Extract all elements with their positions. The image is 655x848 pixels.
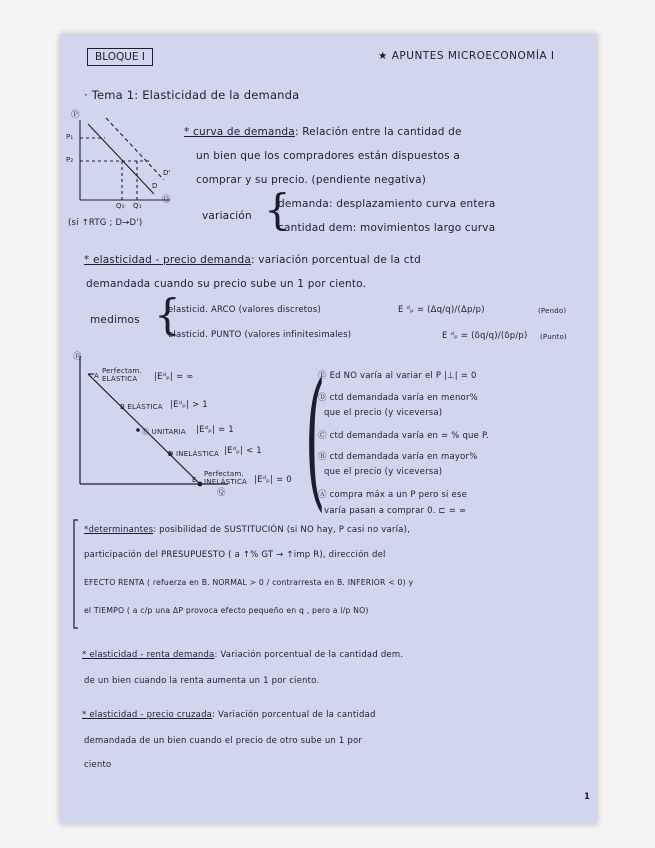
course-title: ★ APUNTES MICROECONOMÍA I (378, 50, 555, 62)
note-e: Ⓔ Ed NO varía al variar el P |⊥| = 0 (318, 371, 477, 381)
note-d: Ⓓ ctd demandada varía en menor% (318, 393, 478, 403)
income-elasticity-def: : Variación porcentual de la cantidad dem. (214, 650, 404, 660)
note-a-cont: varía pasan a comprar 0. ⊏ = ∞ (324, 506, 467, 516)
determinants-term: *determinantes (84, 525, 154, 535)
demand-curve-def: : Relación entre la cantidad de (294, 126, 462, 138)
variation-label: variación (202, 210, 252, 222)
arc-note: (Pendo) (538, 307, 567, 315)
graph1-d-label: D (152, 182, 158, 190)
inelastic-label: D INELÁSTICA (168, 450, 220, 458)
measure-label: medimos (90, 314, 140, 326)
income-elasticity-term: * elasticidad - renta demanda (82, 650, 215, 660)
perfect-inelastic-label: Perfectam. INELÁSTICA (204, 470, 248, 486)
cross-elasticity-def: : Variación porcentual de la cantidad (212, 710, 376, 720)
graph2-axis-p: Ⓟ (73, 352, 82, 362)
determinants-line1 (84, 525, 410, 535)
graph1-axis-q: Ⓠ (162, 195, 171, 205)
perfect-elastic-label: Perfectam. ELÁSTICA (102, 367, 142, 383)
arc-elasticity: elasticid. ARCO (valores discretos) (168, 305, 321, 315)
variation-item1: demanda: desplazamiento curva entera (278, 198, 496, 210)
notebook-page (60, 34, 597, 824)
cross-elasticity-line2: demandada de un bien cuando el precio de otro sube un 1 por (84, 736, 363, 746)
income-elasticity-line2: de un bien cuando la renta aumenta un 1 por ciento. (84, 676, 320, 686)
demand-curve-term: * curva de demanda (184, 126, 295, 138)
cross-elasticity-line3: ciento (84, 760, 112, 770)
variation-item2: cantidad dem: movimientos largo curva (278, 222, 496, 234)
determinants-def: : posibilidad de SUSTITUCIÓN (si NO hay, P casi no varía), (153, 525, 410, 535)
point-note: (Punto) (540, 333, 567, 341)
point-elasticity: elasticid. PUNTO (valores infinitesimales) (168, 330, 352, 340)
note-b-cont: que el precio (y viceversa) (324, 467, 443, 477)
determinants-line4: el TIEMPO ( a c/p una ΔP provoca efecto pequeño en q , pero a l/p NO) (84, 606, 369, 615)
arc-formula: E ᵈₚ = (Δq/q)/(Δp/p) (398, 305, 485, 315)
note-d-cont: que el precio (y viceversa) (324, 408, 443, 418)
demand-curve-line3: comprar y su precio. (pendiente negativa) (196, 174, 427, 186)
graph1-d-prime: D' (163, 169, 171, 177)
perfect-inelastic-value: |Eᵈₚ| = 0 (254, 475, 292, 485)
inelastic-value: |Eᵈₚ| < 1 (224, 446, 262, 456)
income-elasticity-line1 (82, 650, 403, 660)
measure-brace: { (154, 290, 181, 339)
price-elasticity-line2: demandada cuando su precio sube un 1 por ciento. (86, 278, 367, 290)
notes-brace: ( (305, 352, 326, 526)
note-c: Ⓒ ctd demandada varía en = % que P. (318, 431, 489, 441)
graph1-axis-p: Ⓟ (71, 110, 80, 120)
price-elasticity-term: * elasticidad - precio demanda (84, 254, 252, 266)
graph1-q0: Q₀ (116, 202, 125, 210)
graph1-p2: P₂ (66, 156, 74, 164)
note-a: Ⓐ compra máx a un P pero si ese (318, 490, 468, 500)
block-label: BLOQUE I (87, 48, 153, 66)
page-number: 1 (584, 792, 591, 802)
demand-curve-line2: un bien que los compradores están dispuestos a (196, 150, 460, 162)
variation-brace: { (264, 185, 291, 234)
determinants-line3: EFECTO RENTA ( refuerza en B. NORMAL > 0 / contrarresta en B. INFERIOR < 0) y (84, 578, 414, 587)
determinants-line2: participación del PRESUPUESTO ( a ↑% GT → ↑imp R), dirección del (84, 550, 386, 560)
graph2-axis-q: Ⓠ (217, 488, 226, 498)
topic-title: · Tema 1: Elasticidad de la demanda (84, 88, 300, 102)
cross-elasticity-term: * elasticidad - precio cruzada (82, 710, 213, 720)
graph1-q1: Q₁ (133, 202, 142, 210)
graph1-note: (si ↑RTG ; D→D') (68, 218, 143, 228)
point-formula: E ᵈₚ = (δq/q)/(δp/p) (442, 331, 528, 341)
elastic-value: |Eᵈₚ| > 1 (170, 400, 208, 410)
elastic-label: B ELÁSTICA (120, 403, 163, 411)
price-elasticity-def: : variación porcentual de la ctd (251, 254, 421, 266)
graph1-p1: P₁ (66, 133, 74, 141)
graph2-point-e: E (192, 476, 197, 484)
perfect-elastic-value: |Eᵈₚ| = ∞ (154, 372, 194, 382)
cross-elasticity-line1 (82, 710, 376, 720)
unitary-value: |Eᵈₚ| = 1 (196, 425, 234, 435)
determinants-bracket (60, 34, 597, 824)
graph2-point-a: A (94, 372, 99, 380)
unitary-label: Ⓒ UNITARIA (142, 428, 186, 436)
note-b: Ⓑ ctd demandada varía en mayor% (318, 452, 478, 462)
